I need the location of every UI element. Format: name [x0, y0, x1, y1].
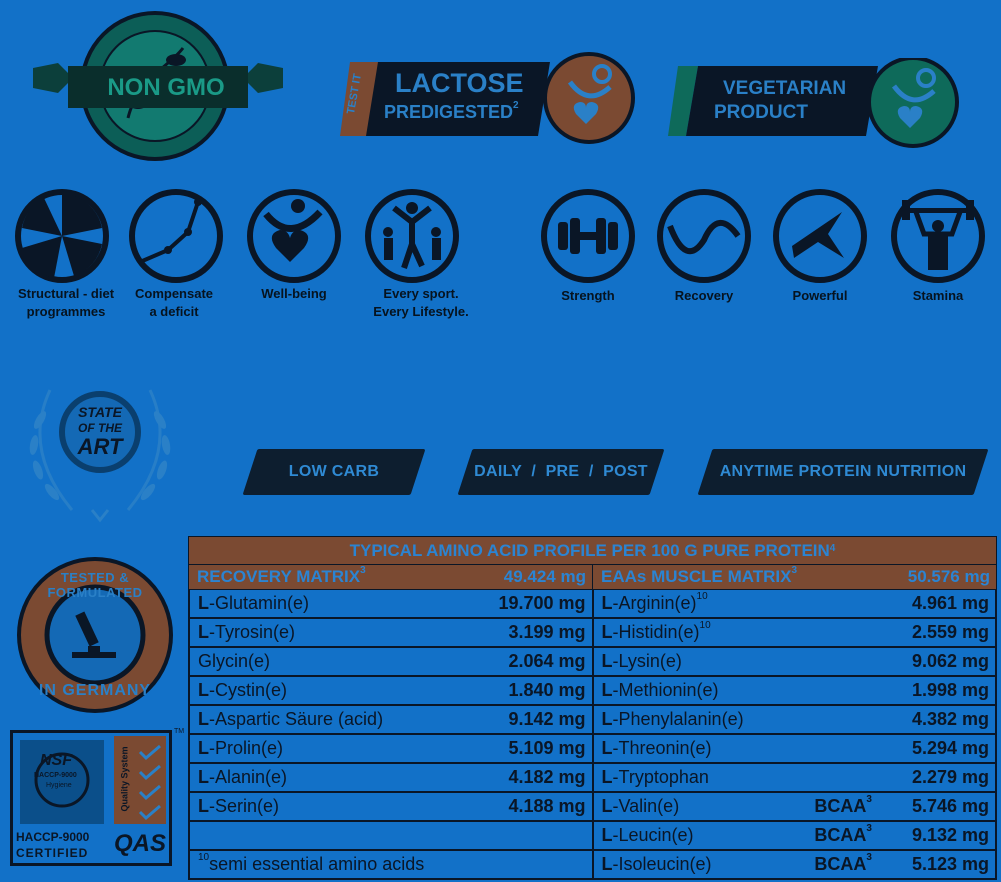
left-amino-text: -Serin(e): [209, 796, 280, 816]
footnote-sup: 10: [198, 852, 210, 863]
pie-segments-icon: [14, 188, 110, 284]
right-amino-prefix: L: [601, 767, 613, 787]
bcaa-text: BCAA: [814, 825, 867, 845]
right-cell: [594, 764, 998, 793]
qas-label: QAS: [114, 830, 167, 857]
pill-low-carb: [243, 449, 426, 495]
dumbbell-icon: [540, 188, 636, 284]
table-title-text: TYPICAL AMINO ACID PROFILE PER 100 G PURE PROTEIN: [349, 541, 830, 560]
left-amino-text: -Prolin(e): [209, 738, 284, 758]
feature-compensate: [128, 188, 224, 284]
right-amino-prefix: L: [601, 709, 613, 729]
left-cell: [188, 851, 594, 880]
table-body: [188, 590, 997, 880]
left-amino-name: [198, 651, 508, 672]
jet-icon: [772, 188, 868, 284]
right-amino-value: 2.559 mg: [911, 622, 989, 642]
left-amino-name: [198, 622, 508, 643]
wave-icon: [656, 188, 752, 284]
right-cell: [594, 648, 998, 677]
checkmarks-icon: [138, 742, 164, 822]
right-amino-value: 1.998 mg: [911, 680, 989, 700]
right-amino-name: [602, 796, 815, 817]
state-line1: STATE: [78, 404, 122, 420]
feature-compensate-label: Compensate a deficit: [134, 286, 214, 319]
right-amino-name: [602, 738, 912, 759]
eaa-matrix-name-text: EAAs MUSCLE MATRIX: [601, 567, 792, 586]
left-amino-name: [198, 767, 508, 788]
pill-daily-label: DAILY / PRE / POST: [474, 463, 648, 480]
pill-anytime: [698, 449, 989, 495]
feature-recovery: [656, 188, 752, 284]
right-cell: [594, 735, 998, 764]
right-cell: [594, 793, 998, 822]
right-amino-value: 9.132 mg: [911, 825, 989, 845]
left-amino-name: [198, 796, 508, 817]
feature-every-sport: [364, 188, 460, 284]
right-amino-prefix: L: [601, 854, 613, 874]
table-row: [188, 851, 997, 880]
lactose-sup: 2: [513, 100, 519, 111]
right-amino-value: 5.746 mg: [911, 796, 989, 816]
heart-person-icon: [246, 188, 342, 284]
bcaa-label: [814, 825, 872, 846]
bcaa-sup: 3: [866, 852, 872, 863]
non-gmo-title: NON GMO: [107, 74, 225, 101]
haccp-certified-line1: HACCP-9000: [16, 830, 90, 844]
quality-label: Quality System: [119, 746, 130, 812]
table-title-sup: 4: [829, 543, 836, 554]
vegetarian-badge-shape: [668, 58, 968, 158]
left-amino-text: -Tyrosin(e): [209, 622, 296, 642]
feature-every-sport-label: Every sport. Every Lifestyle.: [373, 286, 469, 319]
right-cell: [594, 619, 998, 648]
table-row: [188, 735, 997, 764]
feature-structural-label: Structural - diet programmes: [17, 286, 115, 319]
right-amino-name: [602, 651, 912, 672]
left-amino-text: -Cystin(e): [209, 680, 288, 700]
right-amino-prefix: L: [601, 825, 613, 845]
right-cell: [594, 822, 998, 851]
bcaa-label: [814, 854, 872, 875]
right-amino-name: [602, 622, 912, 643]
right-amino-value: 2.279 mg: [911, 767, 989, 787]
left-amino-value: 1.840 mg: [508, 680, 586, 700]
semi-essential-sup: 10: [699, 620, 711, 631]
table-row: [188, 619, 997, 648]
right-amino-name: [602, 680, 912, 701]
feature-powerful: [772, 188, 868, 284]
tm-label: TM: [174, 728, 185, 735]
table-row: [188, 590, 997, 619]
left-amino-value: 4.188 mg: [508, 796, 586, 816]
weightlifter-icon: [890, 188, 986, 284]
nsf-haccp-small: HACCP-9000: [34, 772, 77, 779]
state-line2: OF THE: [78, 421, 122, 435]
right-cell: [594, 677, 998, 706]
eaa-matrix-name: [601, 567, 797, 587]
left-cell: [188, 590, 594, 619]
recovery-matrix-name: [197, 567, 366, 587]
left-amino-prefix: L: [198, 622, 209, 642]
left-amino-text: -Glutamin(e): [209, 593, 310, 613]
recovery-matrix-name-text: RECOVERY MATRIX: [197, 567, 361, 586]
right-cell: [594, 590, 998, 619]
vegetarian-line2: PRODUCT: [714, 102, 808, 123]
left-cell: [188, 793, 594, 822]
feature-stamina: [890, 188, 986, 284]
table-row: [188, 764, 997, 793]
feature-strength: [540, 188, 636, 284]
right-amino-prefix: L: [601, 651, 613, 671]
non-gmo-badge: [28, 8, 288, 168]
feature-strength-label: Strength: [561, 288, 615, 303]
feature-wellbeing: [246, 188, 342, 284]
state-line3: ART: [77, 434, 123, 459]
semi-essential-sup: 10: [696, 591, 708, 602]
right-amino-text: -Phenylalanin(e): [612, 709, 744, 729]
right-amino-value: 4.382 mg: [911, 709, 989, 729]
left-amino-value: 5.109 mg: [508, 738, 586, 758]
left-amino-name: [198, 854, 586, 875]
bcaa-sup: 3: [866, 794, 872, 805]
bcaa-label: [814, 796, 872, 817]
right-amino-name: [602, 854, 815, 875]
left-cell: [188, 822, 594, 851]
tested-bottom-text: IN GERMANY: [38, 682, 152, 699]
left-amino-text: -Alanin(e): [209, 767, 288, 787]
vegetarian-line1: VEGETARIAN: [723, 78, 847, 99]
left-amino-text: semi essential amino acids: [209, 854, 425, 874]
right-amino-value: 5.123 mg: [911, 854, 989, 874]
right-amino-prefix: L: [601, 622, 613, 642]
right-amino-text: -Histidin(e): [612, 622, 700, 642]
right-amino-text: -Lysin(e): [612, 651, 682, 671]
feature-wellbeing-label: Well-being: [261, 286, 327, 301]
eaa-matrix-sup: 3: [791, 565, 798, 576]
left-amino-prefix: L: [198, 767, 209, 787]
left-amino-text: -Aspartic Säure (acid): [209, 709, 384, 729]
tested-top-text: TESTED & FORMULATED: [47, 570, 143, 600]
right-amino-prefix: L: [601, 738, 613, 758]
right-amino-name: [602, 825, 815, 846]
right-amino-value: 4.961 mg: [911, 593, 989, 613]
left-amino-value: 3.199 mg: [508, 622, 586, 642]
left-amino-value: 2.064 mg: [508, 651, 586, 671]
nsf-label: NSF: [40, 752, 72, 769]
recovery-matrix-sup: 3: [360, 565, 366, 576]
left-cell: [188, 619, 594, 648]
eaa-matrix-header: [592, 565, 996, 589]
bcaa-text: BCAA: [814, 854, 867, 874]
table-row: [188, 822, 997, 851]
right-amino-text: -Valin(e): [612, 796, 680, 816]
right-amino-value: 9.062 mg: [911, 651, 989, 671]
eaa-matrix-value: 50.576 mg: [907, 567, 990, 586]
feature-stamina-label: Stamina: [912, 288, 964, 303]
left-amino-value: 4.182 mg: [508, 767, 586, 787]
left-cell: [188, 735, 594, 764]
left-cell: [188, 677, 594, 706]
bcaa-text: BCAA: [814, 796, 867, 816]
pill-daily: [458, 449, 665, 495]
left-amino-value: 19.700 mg: [498, 593, 586, 613]
feature-recovery-label: Recovery: [674, 288, 734, 303]
right-amino-text: -Threonin(e): [612, 738, 712, 758]
right-cell: [594, 851, 998, 880]
left-cell: [188, 706, 594, 735]
vegetarian-badge: [668, 58, 968, 158]
haccp-certificate: [10, 730, 184, 870]
left-amino-name: [198, 593, 498, 614]
lactose-subtitle-text: PREDIGESTED: [384, 102, 514, 122]
feature-structural: [14, 188, 110, 284]
left-amino-prefix: L: [198, 593, 209, 613]
left-amino-name: [198, 709, 508, 730]
right-amino-prefix: L: [601, 796, 613, 816]
state-of-art-badge: [12, 360, 188, 536]
people-group-icon: [364, 188, 460, 284]
feature-powerful-label: Powerful: [792, 288, 848, 303]
left-amino-value: 9.142 mg: [508, 709, 586, 729]
right-amino-prefix: L: [601, 680, 613, 700]
right-amino-text: -Methionin(e): [612, 680, 719, 700]
left-amino-prefix: L: [198, 738, 209, 758]
table-title: [188, 536, 997, 565]
right-amino-value: 5.294 mg: [911, 738, 989, 758]
right-amino-name: [602, 709, 912, 730]
left-amino-name: [198, 738, 508, 759]
curve-chart-icon: [128, 188, 224, 284]
right-amino-text: -Isoleucin(e): [612, 854, 712, 874]
haccp-certified-line2: CERTIFIED: [16, 846, 89, 860]
lactose-badge: [340, 52, 640, 152]
left-cell: [188, 764, 594, 793]
table-subheader: [188, 565, 997, 590]
right-amino-text: -Arginin(e): [612, 593, 697, 613]
bcaa-sup: 3: [866, 823, 872, 834]
tested-germany-badge: [16, 556, 174, 714]
right-amino-name: [602, 593, 912, 614]
table-row: [188, 793, 997, 822]
left-amino-text: Glycin(e): [198, 651, 271, 671]
lactose-title: LACTOSE: [395, 68, 524, 98]
right-amino-text: -Tryptophan: [612, 767, 709, 787]
pill-low-carb-label: LOW CARB: [288, 463, 380, 480]
amino-acid-table: [188, 536, 997, 880]
pill-anytime-label: ANYTIME PROTEIN NUTRITION: [719, 463, 967, 480]
left-amino-name: [198, 680, 508, 701]
table-row: [188, 706, 997, 735]
table-row: [188, 677, 997, 706]
recovery-matrix-value: 49.424 mg: [503, 567, 586, 586]
table-row: [188, 648, 997, 677]
left-amino-prefix: L: [198, 709, 209, 729]
left-cell: [188, 648, 594, 677]
left-amino-prefix: L: [198, 680, 209, 700]
right-amino-text: -Leucin(e): [612, 825, 694, 845]
lactose-tag: TEST IT: [345, 72, 364, 116]
lactose-subtitle: [384, 102, 519, 123]
recovery-matrix-header: [189, 565, 592, 589]
right-cell: [594, 706, 998, 735]
left-amino-prefix: L: [198, 796, 209, 816]
right-amino-prefix: L: [601, 593, 613, 613]
right-amino-name: [602, 767, 912, 788]
nsf-hygiene: Hygiene: [46, 782, 72, 789]
